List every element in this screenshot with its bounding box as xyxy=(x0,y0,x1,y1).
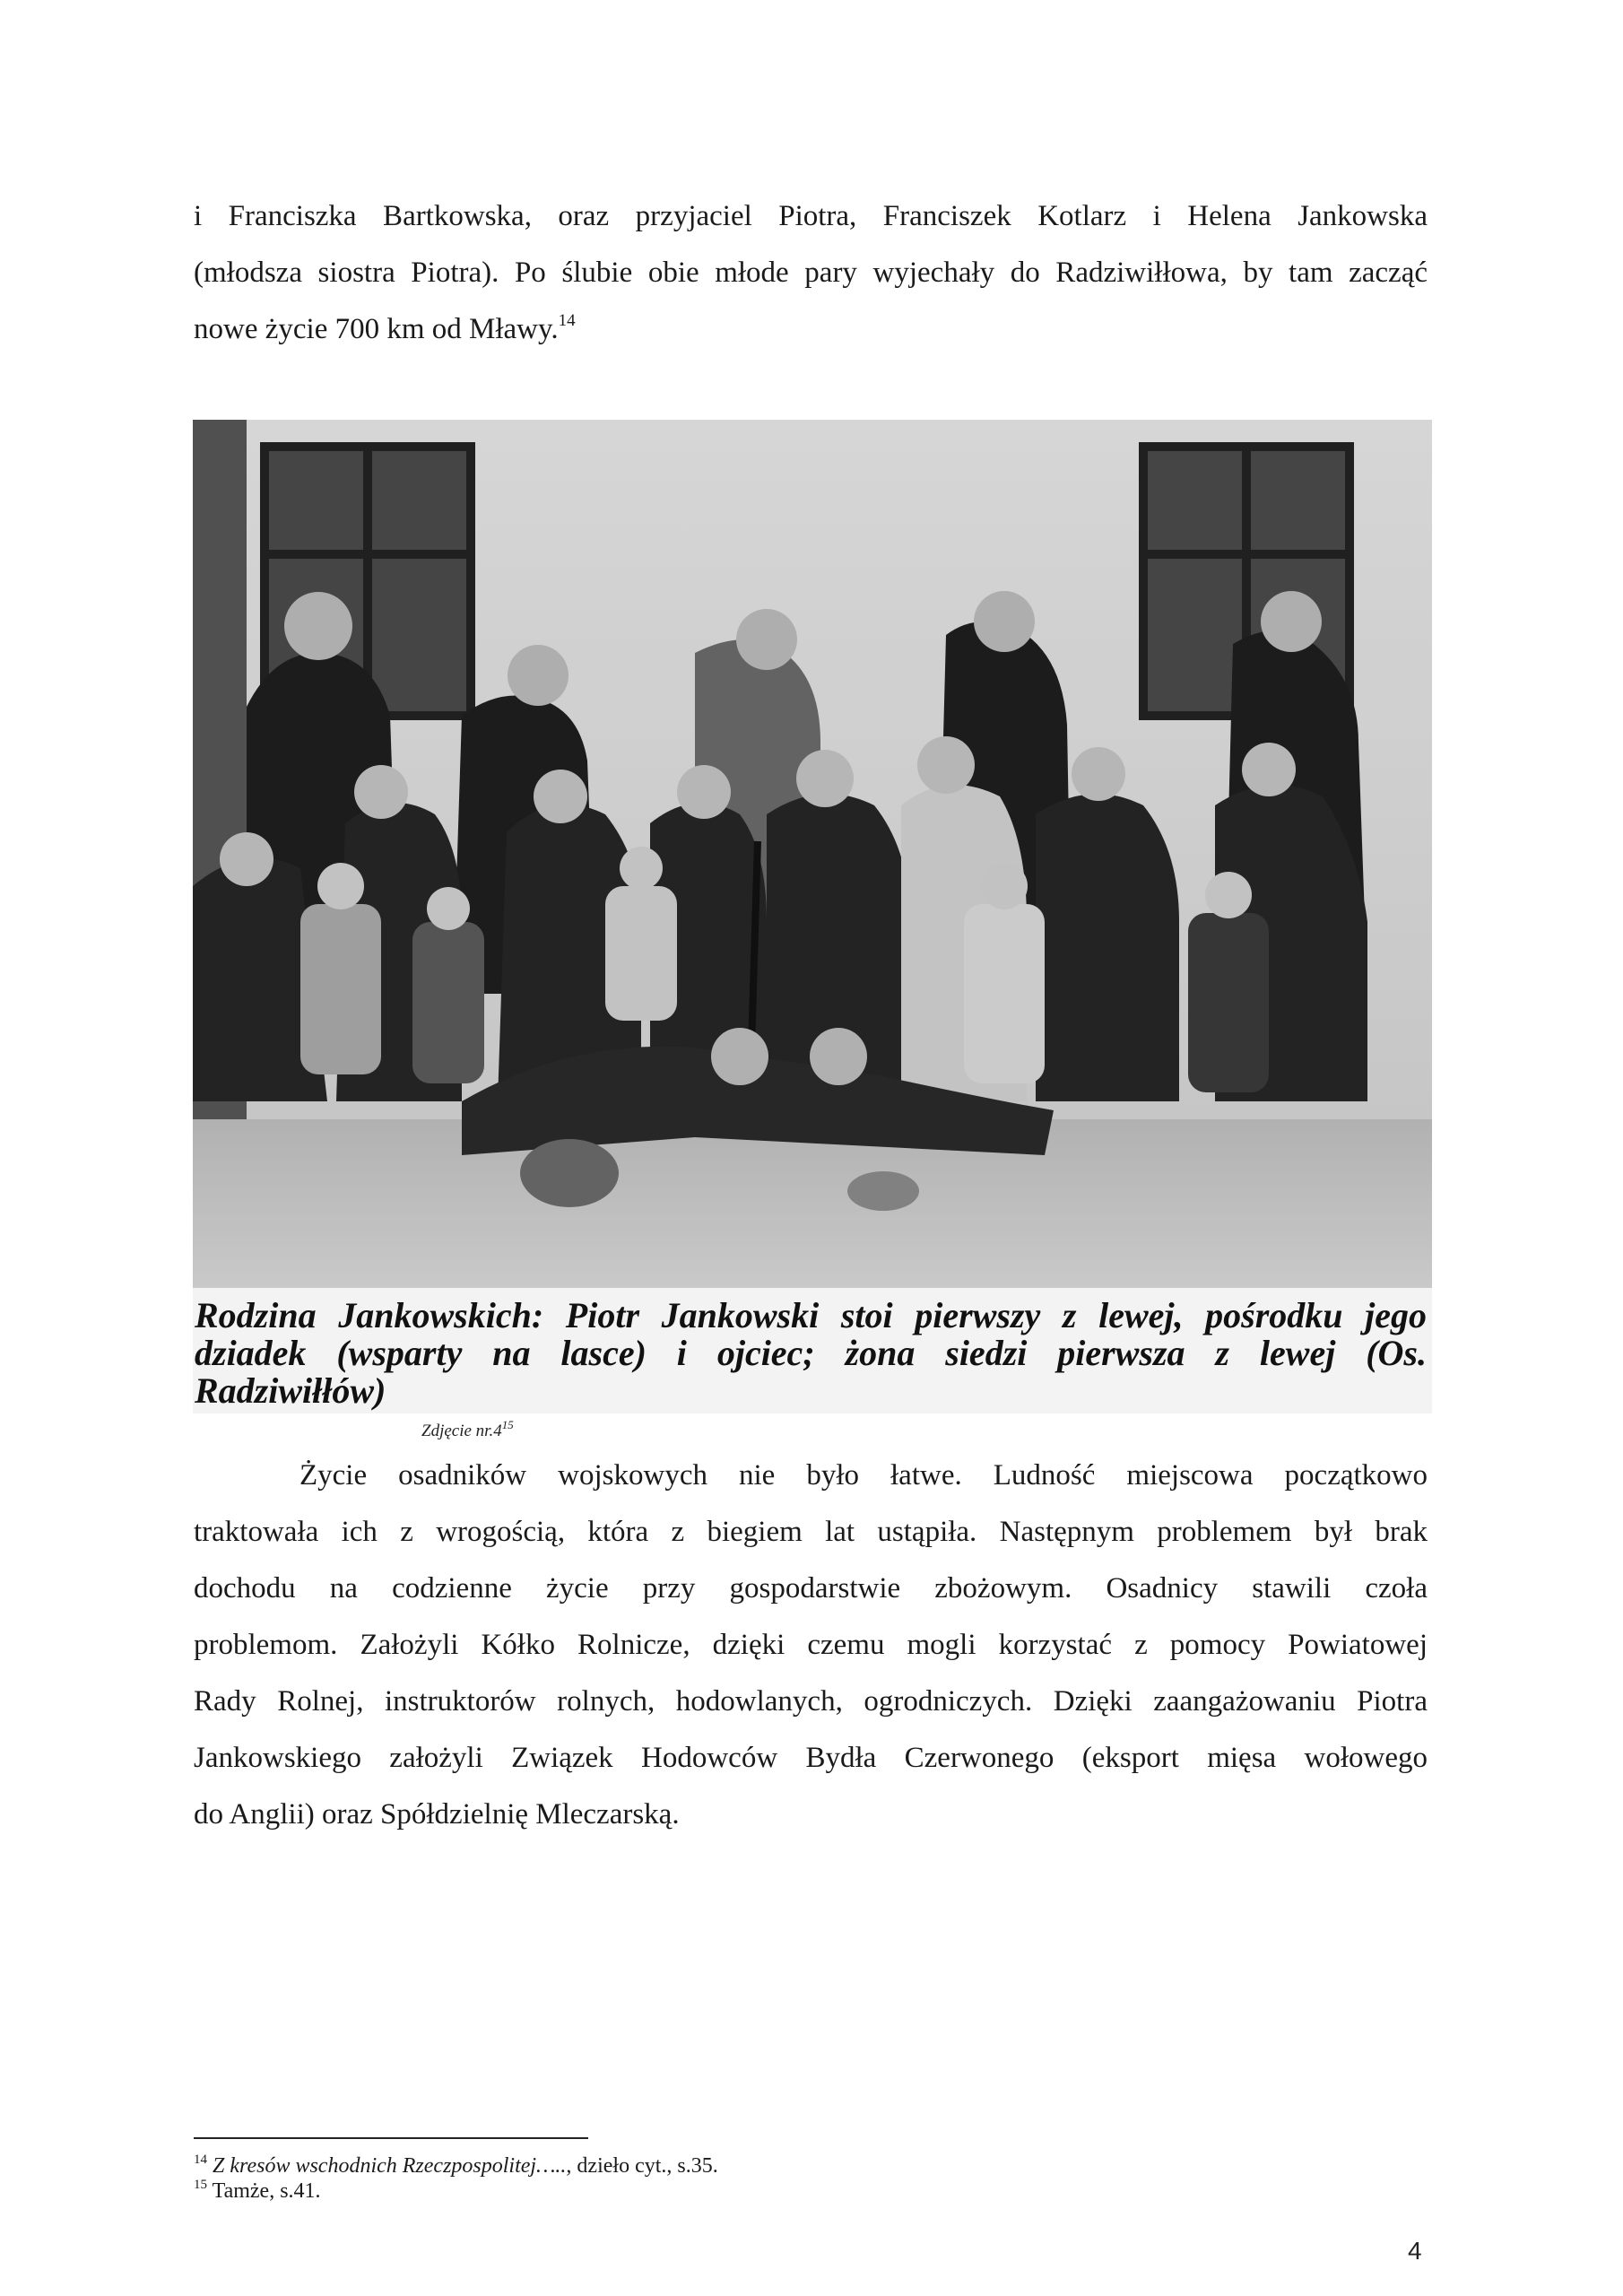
footnote-number: 14 xyxy=(194,2152,207,2167)
footnote-separator xyxy=(194,2137,588,2139)
family-photograph xyxy=(193,420,1432,1413)
paragraph-1-line: i Franciszka Bartkowska, oraz przyjaciel Piotra, Franciszek Kotlarz i Helena Jankowska xyxy=(194,200,1428,232)
figure-label: Zdjęcie $nr.4^{15}$ xyxy=(421,1418,514,1440)
paragraph-2-line: Rady Rolnej, instruktorów rolnych, hodowlanych, ogrodniczych. Dzięki zaangażowaniu Piotra xyxy=(194,1685,1428,1718)
footnote-text: , dzieło cyt., s.35. xyxy=(566,2154,718,2178)
photo-caption: Rodzina Jankowskich: Piotr Jankowski stoi pierwszy z lewej, pośrodku jego dziadek (wsparty na lasce) i ojciec; żona siedzi pierwsza z lewej (Os. Radziwiłłów) xyxy=(193,1288,1432,1413)
paragraph-2-line: Życie osadników wojskowych nie było łatwe. Ludność miejscowa początkowo xyxy=(299,1459,1428,1492)
footnote-source-title: Z kresów wschodnich Rzeczpospolitej….. xyxy=(213,2154,567,2178)
paragraph-2-line: do Anglii) oraz Spółdzielnię Mleczarską. xyxy=(194,1798,680,1831)
footnote-number: 15 xyxy=(194,2178,207,2192)
paragraph-2 xyxy=(194,1448,1428,1843)
footnote-14 xyxy=(194,2153,718,2179)
paragraph-2-line: problemom. Założyli Kółko Rolnicze, dzięki czemu mogli korzystać z pomocy Powiatowej xyxy=(194,1629,1428,1661)
paragraph-2-line: Jankowskiego założyli Związek Hodowców Bydła Czerwonego (eksport mięsa wołowego xyxy=(194,1742,1428,1774)
footnote-text: Tamże, s.41. xyxy=(212,2179,321,2203)
paragraph-2-line: dochodu na codzienne życie przy gospodarstwie zbożowym. Osadnicy stawili czoła xyxy=(194,1572,1428,1605)
footnote-ref-14[interactable]: 14 xyxy=(558,311,576,330)
paragraph-1-line: (młodsza siostra Piotra). Po ślubie obie młode pary wyjechały do Radziwiłłowa, by tam zacząć xyxy=(194,257,1428,289)
paragraph-1-line: nowe życie 700 km od Mławy.$^{14}$ xyxy=(194,311,576,345)
page-number: 4 xyxy=(1408,2237,1422,2265)
footnote-ref-15[interactable]: 15 xyxy=(501,1418,514,1431)
paragraph-2-line: traktowała ich z wrogością, która z biegiem lat ustąpiła. Następnym problemem był brak xyxy=(194,1516,1428,1548)
footnote-15 xyxy=(194,2179,321,2204)
paragraph-1 xyxy=(194,188,1428,358)
photo-image xyxy=(193,420,1432,1288)
